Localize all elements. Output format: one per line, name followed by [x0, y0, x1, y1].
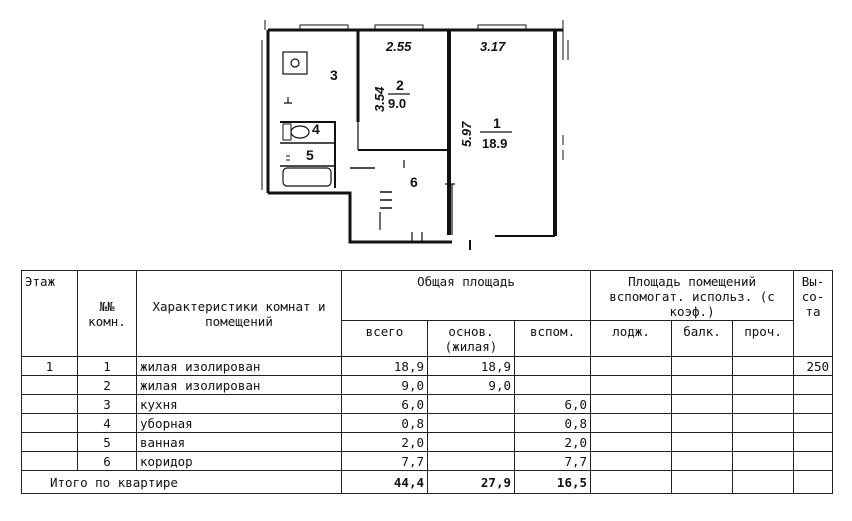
row-main [428, 433, 515, 452]
totals-label: Итого по квартире [22, 471, 342, 494]
room-number: 6 [410, 174, 418, 190]
bathtub [283, 168, 331, 186]
header-loggia: лодж. [591, 321, 672, 357]
row-main: 18,9 [428, 357, 515, 376]
row-main [428, 395, 515, 414]
row-aux: 2,0 [515, 433, 591, 452]
totals-total: 44,4 [342, 471, 428, 494]
row-other [733, 357, 794, 376]
table-row [22, 414, 833, 433]
row-height [794, 395, 833, 414]
row-main [428, 452, 515, 471]
row-other [733, 414, 794, 433]
row-other [733, 452, 794, 471]
row-room-number: 5 [78, 433, 137, 452]
row-height [794, 376, 833, 395]
row-aux [515, 357, 591, 376]
row-floor [22, 395, 78, 414]
dimension-label: 3.54 [372, 86, 387, 112]
header-height: Вы- со- та [794, 271, 833, 357]
dimension-label: 2.55 [386, 39, 412, 54]
row-floor [22, 452, 78, 471]
row-main [428, 414, 515, 433]
row-height [794, 433, 833, 452]
header-aux: вспом. [515, 321, 591, 357]
row-loggia [591, 357, 672, 376]
header-room-no: №№ комн. [78, 271, 137, 357]
row-total: 2,0 [342, 433, 428, 452]
row-height [794, 452, 833, 471]
row-balcony [672, 433, 733, 452]
header-aux-area: Площадь помещений вспомогат. использ. (с коэф.) [591, 271, 794, 321]
row-room-number: 1 [78, 357, 137, 376]
row-balcony [672, 357, 733, 376]
row-balcony [672, 452, 733, 471]
row-aux: 7,7 [515, 452, 591, 471]
header-characteristics: Характеристики комнат и помещений [137, 271, 342, 357]
row-description: уборная [137, 414, 342, 433]
row-total: 7,7 [342, 452, 428, 471]
totals-main: 27,9 [428, 471, 515, 494]
row-description: жилая изолирован [137, 357, 342, 376]
row-floor [22, 433, 78, 452]
row-height: 250 [794, 357, 833, 376]
dimension-label: 3.17 [480, 39, 506, 54]
row-room-number: 4 [78, 414, 137, 433]
row-description: ванная [137, 433, 342, 452]
row-floor [22, 376, 78, 395]
dimension-label: 5.97 [459, 121, 474, 147]
room-area: 18.9 [482, 136, 508, 151]
outer-wall [268, 193, 452, 242]
row-loggia [591, 414, 672, 433]
header-total: всего [342, 321, 428, 357]
table-row [22, 433, 833, 452]
row-floor: 1 [22, 357, 78, 376]
room-number: 5 [306, 147, 314, 163]
row-loggia [591, 452, 672, 471]
table-row [22, 395, 833, 414]
header-floor: Этаж [22, 271, 78, 357]
room-number: 1 [493, 115, 501, 131]
explication-table [21, 270, 833, 494]
row-floor [22, 414, 78, 433]
row-room-number: 2 [78, 376, 137, 395]
header-other: проч. [733, 321, 794, 357]
row-loggia [591, 395, 672, 414]
row-balcony [672, 376, 733, 395]
row-description: коридор [137, 452, 342, 471]
table-row [22, 376, 833, 395]
row-loggia [591, 376, 672, 395]
row-height [794, 414, 833, 433]
row-other [733, 376, 794, 395]
room-number: 4 [312, 121, 320, 137]
row-total: 18,9 [342, 357, 428, 376]
row-total: 9,0 [342, 376, 428, 395]
totals-aux: 16,5 [515, 471, 591, 494]
row-balcony [672, 414, 733, 433]
room-area: 9.0 [388, 96, 407, 111]
header-balcony: балк. [672, 321, 733, 357]
row-main: 9,0 [428, 376, 515, 395]
room-number: 2 [396, 77, 404, 93]
row-balcony [672, 395, 733, 414]
row-room-number: 3 [78, 395, 137, 414]
stove [283, 52, 307, 74]
row-aux [515, 376, 591, 395]
row-description: жилая изолирован [137, 376, 342, 395]
row-aux: 0,8 [515, 414, 591, 433]
toilet [283, 124, 291, 140]
row-total: 0,8 [342, 414, 428, 433]
totals-row [22, 471, 833, 494]
header-main: основ. (жилая) [428, 321, 515, 357]
row-description: кухня [137, 395, 342, 414]
row-other [733, 433, 794, 452]
row-total: 6,0 [342, 395, 428, 414]
room-number: 3 [330, 67, 338, 83]
row-loggia [591, 433, 672, 452]
row-aux: 6,0 [515, 395, 591, 414]
row-other [733, 395, 794, 414]
table-row [22, 452, 833, 471]
row-room-number: 6 [78, 452, 137, 471]
header-total-area: Общая площадь [342, 271, 591, 321]
table-row [22, 357, 833, 376]
